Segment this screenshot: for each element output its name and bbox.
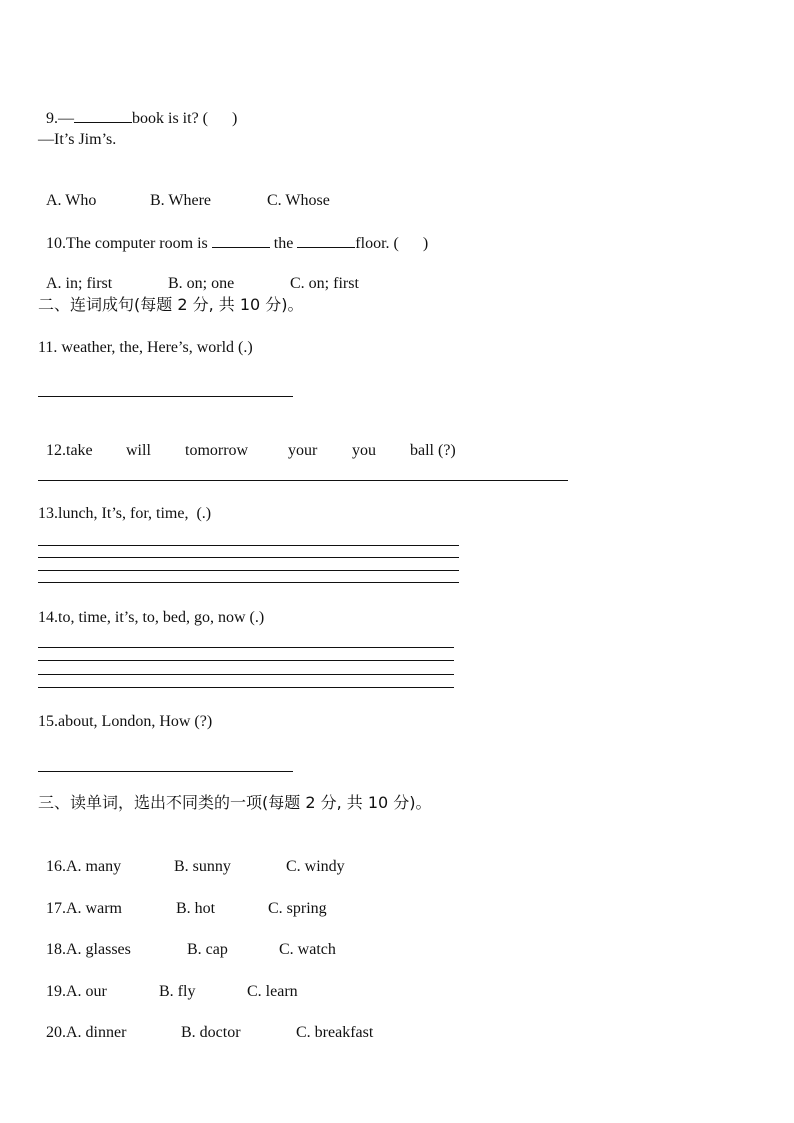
- question-13: 13.lunch, It’s, for, time, (.): [38, 505, 212, 522]
- answer-line[interactable]: [38, 674, 454, 675]
- option-b[interactable]: B. cap: [187, 941, 228, 958]
- option-b[interactable]: B. sunny: [174, 858, 231, 875]
- option-c[interactable]: C. learn: [247, 983, 298, 1000]
- answer-line[interactable]: [38, 396, 293, 397]
- answer-line[interactable]: [38, 687, 454, 688]
- option-b[interactable]: B. fly: [159, 983, 196, 1000]
- question-16: [38, 837, 345, 877]
- option-a[interactable]: A. dinner: [66, 1024, 127, 1041]
- question-number: 16.: [46, 858, 66, 875]
- answer-line[interactable]: [38, 647, 454, 648]
- question-text: floor.: [355, 235, 390, 252]
- question-19: [38, 962, 298, 1002]
- section-3-heading: 三、读单词，选出不同类的一项(每题 2 分, 共 10 分)。: [38, 793, 432, 812]
- question-15: 15.about, London, How (?): [38, 713, 213, 730]
- option-c[interactable]: C. windy: [286, 858, 345, 875]
- option-a[interactable]: A. warm: [66, 900, 122, 917]
- answer-line[interactable]: [38, 582, 459, 583]
- answer-line[interactable]: [38, 660, 454, 661]
- option-b[interactable]: B. hot: [176, 900, 216, 917]
- option-c[interactable]: C. Whose: [267, 192, 330, 209]
- option-a[interactable]: A. in; first: [46, 275, 113, 292]
- question-number: 17.: [46, 900, 66, 917]
- answer-line[interactable]: [38, 480, 568, 481]
- answer-blank-2[interactable]: [297, 233, 355, 248]
- answer-line[interactable]: [38, 557, 459, 558]
- question-text: book is it?: [132, 110, 199, 127]
- word: take: [66, 442, 93, 459]
- word: will: [126, 442, 151, 459]
- question-12: [38, 421, 456, 461]
- question-text: the: [273, 235, 294, 252]
- question-number: 19.: [46, 983, 66, 1000]
- question-number: 9.: [46, 110, 58, 127]
- word: ball (?): [410, 442, 456, 459]
- answer-blank[interactable]: [74, 108, 132, 123]
- word: tomorrow: [185, 442, 249, 459]
- question-20: [38, 1003, 373, 1043]
- dash: —: [58, 110, 74, 127]
- question-number: 20.: [46, 1024, 66, 1041]
- question-11: 11. weather, the, Here’s, world (.): [38, 339, 253, 356]
- question-9: [38, 88, 237, 129]
- word: you: [352, 442, 376, 459]
- word: your: [288, 442, 318, 459]
- question-9-options: [38, 171, 330, 211]
- option-a[interactable]: A. our: [66, 983, 107, 1000]
- question-number: 12.: [46, 442, 66, 459]
- question-17: [38, 879, 327, 919]
- question-14: 14.to, time, it’s, to, bed, go, now (.): [38, 609, 265, 626]
- answer-blank-1[interactable]: [212, 233, 270, 248]
- question-10-options: [38, 254, 359, 294]
- answer-line[interactable]: [38, 570, 459, 571]
- question-text: 10.The computer room is: [46, 235, 208, 252]
- question-9-reply: —It’s Jim’s.: [38, 131, 117, 148]
- section-2-heading: 二、连词成句(每题 2 分, 共 10 分)。: [38, 295, 304, 314]
- option-b[interactable]: B. on; one: [168, 275, 235, 292]
- question-number: 18.: [46, 941, 66, 958]
- option-c[interactable]: C. on; first: [290, 275, 359, 292]
- question-10: [38, 213, 428, 254]
- option-c[interactable]: C. breakfast: [296, 1024, 374, 1041]
- answer-paren[interactable]: ( ): [202, 110, 238, 127]
- option-c[interactable]: C. spring: [268, 900, 327, 917]
- answer-line[interactable]: [38, 771, 293, 772]
- question-18: [38, 920, 336, 960]
- option-b[interactable]: B. doctor: [181, 1024, 241, 1041]
- option-b[interactable]: B. Where: [150, 192, 212, 209]
- answer-paren[interactable]: ( ): [393, 235, 429, 252]
- option-a[interactable]: A. many: [66, 858, 122, 875]
- answer-line[interactable]: [38, 545, 459, 546]
- option-c[interactable]: C. watch: [279, 941, 336, 958]
- option-a[interactable]: A. glasses: [66, 941, 131, 958]
- option-a[interactable]: A. Who: [46, 192, 97, 209]
